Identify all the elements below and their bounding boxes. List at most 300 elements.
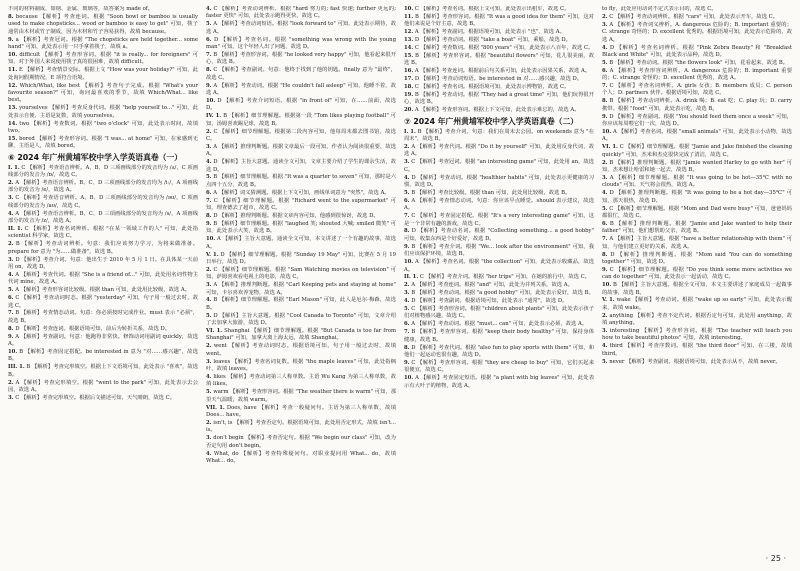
answer-entry [404,244,594,259]
answer-entry [8,52,198,67]
question-number: 9. [602,113,608,120]
answer-text: C 【解析】考查动词时态。根据 "yesterday" 可知，句子用一般过去时，故选 C。 [8,295,198,309]
answer-text: D 【解析】细节理解题。根据 "Sunday 19 May" 可知，比赛在 5 月 19 日举行，故选 D。 [206,251,396,265]
question-number: 10. [404,375,414,382]
question-number: 8. [602,98,608,105]
question-number: 6. [8,295,14,302]
answer-entry [8,121,198,136]
answer-text: C 【解析】考查动词辨析。根据 "cars" 可知，此处表示开车，故选 C。 [609,13,779,20]
answer-text: A 【解析】考查形容词比较级。根据 than 可知，此处用比较级，故选 A。 [15,287,191,294]
answer-text: B 【解析】推理判断题。根据 "Jamie wanted Harley to go with her" 可知，杰米想让哈雷和她一起去，故选 B。 [602,159,792,174]
answer-entry [602,282,792,297]
answer-text: B 【解析】细节理解题。根据 "It was a quarter to seven" 可知，那时是六点四十五分，故选 B。 [206,174,396,188]
page-number: · 25 · [765,554,786,563]
answer-text: difficult 【解析】考查形容词。根据 "it is really... for foreigners" 可知，对于外国人来说使用筷子真的很困难，故填 difficult。 [8,51,198,66]
answer-text: A 【解析】考查副词。根据语境可知，此处表示 "也"，故选 A。 [414,29,565,36]
answer-entry [206,252,396,267]
answer-text: A 【解析】考查代词。根据 "She is a friend of..." 可知，此处用名词性物主代词 mine，故选 A。 [8,271,198,286]
answer-entry [206,435,396,450]
answer-text: interesting 【解析】考查形容词。根据 "The teacher will teach you how to take beautiful photos" 可知，故填 interesting。 [602,328,792,342]
question-number: 10. [206,236,216,243]
answer-entry [8,14,198,36]
question-number: 2. [602,159,608,166]
question-number: IV. 1. [206,113,222,120]
answer-text: B 【解析】考查固定搭配。be interested in 意为 "对……感兴趣"，故选 B。 [8,348,198,363]
answer-text: B 【解析】考查动词。根据 "a good hobby" 可知，此处表示爱好，故选 B。 [411,290,594,297]
answer-entry [8,287,198,294]
question-number: 2. [206,128,212,135]
answer-entry [404,321,594,328]
answer-text: B 【解析】考查动词辨析。A. drink 喝；B. eat 吃；C. play 玩；D. carry 携带。根据 "food" 可知，此处表示吃，故选 B。 [602,98,792,112]
answer-entry [206,21,396,36]
question-number: 11. [8,67,18,74]
answer-entry [206,420,396,435]
answer-entry [404,282,594,289]
question-number: 8. [404,344,410,351]
answer-entry [206,159,396,174]
answer-text: B 【解析】考查动词。根据 "the flowers look" 可知，花看起来，故选 B。 [609,59,789,66]
answer-entry [206,359,396,374]
question-number: 3. [8,256,14,263]
question-number: 5. [602,59,608,66]
question-number: 14. [404,45,414,52]
answer-entry [404,228,594,243]
answer-entry [206,451,396,466]
answer-entry [602,45,792,60]
answer-entry [404,198,594,213]
answer-entry [602,83,792,98]
question-number: 4. [8,271,14,278]
answer-entry [8,349,198,364]
answer-text: don't begin 【解析】考查否定句。根据 "We begin our class" 可知，改为否定句用 don't begin。 [206,435,396,449]
question-number: 13. [8,105,18,112]
question-number: 19. [404,91,414,98]
answer-entry [206,83,396,98]
question-number: 2. [404,144,410,150]
answer-text: leaves 【解析】考查名词复数。根据 "the maple leaves" 可知，此处指枫叶，故填 leaves。 [206,358,396,373]
question-number: 3. [8,394,14,401]
answer-entry [206,389,396,404]
answer-text: B 【解析】考查形容词。根据 "beautiful flowers" 可知，花儿很美丽，故选 B。 [404,52,594,67]
question-number: 6. [404,197,410,204]
answer-entry [8,226,198,241]
answer-entry [404,290,594,297]
answer-text: Does, have 【解析】考查一般疑问句。主语为第三人称单数，故填 Does... have。 [206,404,396,419]
question-number: 2. [404,282,410,289]
question-number: 4. [602,343,608,350]
answer-entry [206,98,396,113]
answer-text: anything 【解析】考查不定代词。根据否定句可知，此处用 anything，故填 anything。 [602,312,792,327]
answer-text: A 【解析】主旨大意题。根据 "have a better relationship with them" 可知，与他们建立更好的关系，故选 A。 [602,236,792,250]
answer-text: A 【解析】考查词义辨析。A. dangerous 危险的；B. important 重要的；C. strange 奇怪的；D. excellent 优秀的。根据语境可知，此处表示危险的，故选 A。 [602,21,792,43]
question-number: V. 1. [206,251,219,258]
answer-text: went 【解析】考查动词时态。根据语境可知，句子用一般过去时，故填 went。 [206,343,396,357]
answer-text: B 【解析】推理判断题。根据 "Jamie and Jake wanted to help their father" 可知，他们想帮助父亲，故选 B。 [602,220,792,235]
answer-text: A 【解析】考查名词。根据 "the collection" 可知，此处表示收藏品，故选 A。 [404,259,594,273]
answer-text: C 【解析】考查完形填空。根据后文描述可知，天气晴朗，故选 C。 [15,394,176,401]
columns [8,6,792,551]
answer-entry [206,374,396,389]
question-number: 15. [404,52,414,59]
question-number: 5. [206,312,212,319]
question-number: 14. [8,120,18,127]
answer-entry [206,190,396,197]
answer-text: C 【解析】细节理解题。根据第二段内容可知，他每周末都去图书馆，故选 C。 [206,128,396,142]
answer-text: A 【解析】考查名词。根据 "small animals" 可知，此处表示小动物，故选 A。 [602,129,792,143]
answer-entry [602,22,792,44]
question-number: 3. [8,195,14,202]
answer-text: C 【解析】考查语音辨析。A、B、D 三项画线部分的发音均为 /ʌ/，C 项画线部分的发音为 /ɒ/，故选 C。 [8,164,198,179]
question-number: 10. [8,348,18,355]
answer-entry [602,114,792,129]
question-number: 8. [206,67,212,74]
answer-text: A 【解析】考查固定短语。根据 "a plant with big leaves" 可知，此处表示有大叶子的植物，故选 A。 [404,375,594,389]
answer-text: C 【解析】考查固定搭配。根据 "It's a very interesting game" 可知，这是一个非常有趣的游戏，故选 C。 [404,213,594,227]
answer-text: to fly，此处应用动词不定式表示目的，故选 C。 [602,6,717,12]
question-number: 3. [206,143,212,150]
question-number: 6. [206,36,212,43]
answer-text: A 【解析】考查副词。句意：他跑得非常快。修饰动词用副词 quickly，故选 A。 [8,333,198,348]
question-number: 5. [206,174,212,181]
answer-entry [206,52,396,67]
answer-text: likes 【解析】考查动词第三人称单数。主语 Wu Kang 为第三人称单数，故填 likes。 [206,374,396,388]
question-number: 4. [206,374,212,380]
question-number: 5. [602,205,608,212]
question-number: 8. [404,228,410,235]
answer-text: B 【解析】考查形容词。根据 "keep their body healthy" 可知，保持身体健康，故选 B。 [404,329,594,343]
answer-entry [404,84,594,91]
answer-text: A 【解析】考查动词。根据 "He couldn't fall asleep" 可知，他睡不着，故选 A。 [206,82,396,96]
answer-text: A 【解析】考查情态动词。句意：你应该早点睡觉。should 表示建议，故选 A。 [404,197,594,212]
question-number: 5. [206,389,212,396]
answer-entry [404,129,594,144]
question-number: 7. [404,329,410,336]
answer-entry [8,326,198,333]
answer-entry [8,364,198,379]
answer-entry [404,76,594,83]
answer-entry [404,29,594,36]
answer-text: A 【解析】细节理解题。根据 "It was going to be hot—35℃ with no clouds" 可知，天气将会很热，故选 A。 [602,174,792,189]
question-number: 15. [8,135,18,142]
answer-entry [8,6,198,13]
question-number: 5. [8,287,14,294]
answer-text: D 【解析】考查副词。根据语境可知，此处表示 "通常"，故选 D。 [411,298,568,305]
answer-entry [602,221,792,236]
answer-text: D 【解析】考查动词。根据 "healthier habits" 可知，此处表示更健康的习惯，故选 D。 [404,174,594,189]
answer-text: never 【解析】考查副词。根据语境可知，此处表示从不，故填 never。 [609,358,781,365]
answer-text: D 【解析】考查动词。根据 "take a boat" 可知，乘船，故选 D。 [414,37,571,44]
answer-entry [8,180,198,195]
answer-entry [206,174,396,189]
answer-entry [602,252,792,267]
question-number: 2. [8,180,14,187]
question-number: 6. [602,67,608,74]
answer-text: B 【解析】考查介词。根据 "We... look after the environment" 可知，我们应该保护环境，故选 B。 [404,243,594,258]
question-number: 4. [404,298,410,305]
answer-entry [206,213,396,220]
answer-text: C 【解析】考查名词。根据语境可知，此处表示博物馆，故选 C。 [414,84,570,91]
question-number: 9. [404,359,410,366]
question-number: 7. [602,236,608,243]
answer-entry [404,53,594,68]
answer-entry [404,213,594,228]
answer-entry [404,14,594,29]
question-number: 5. [404,189,410,196]
answer-entry [206,405,396,420]
column-3 [404,6,594,551]
question-number: 4. [602,44,608,51]
answer-text: C 【解析】考查副词。句意：他终于找到了他的钥匙。finally 意为 "最终"，故选 C。 [206,67,396,81]
question-number: 4. [404,174,410,181]
answer-text: A 【解析】推理判断题。根据 "Carl Keeping pets and staying at home" 可知，卡尔喜欢养宠物，故选 A。 [206,282,396,296]
column-1 [8,6,198,551]
answer-text: D 【解析】考查动名词。根据 "Collecting something... a good hobby" 可知，收集东西是个好爱好，故选 D。 [404,228,594,242]
answer-text: C 【解析】考查形容词。根据 "they are cheap to buy" 可知，它们买起来很便宜，故选 C。 [404,359,594,374]
answer-text: A 【解析】考查动词短语。根据 "look forward to" 可知，此处表示期待，故选 A。 [206,21,396,35]
question-number: 12. [8,82,18,89]
answer-entry [404,144,594,159]
question-number: 8. [602,251,608,258]
question-number: 10. [404,6,414,12]
question-number: 4. [602,190,608,197]
question-number: 4. [8,210,14,217]
answer-text: Which/What, like best 【解析】考查句子完成。根据 "What's your favourite season?" 可知，询问最喜欢的季节，故填 Which/What... like best。 [8,82,198,104]
question-number: 2. [206,419,212,426]
answer-entry [404,107,594,114]
answer-entry [404,259,594,274]
answer-entry [206,313,396,328]
answer-entry [8,395,198,402]
answer-text: wake 【解析】考查动词。根据 "wake up so early" 可知，此处表示醒来，故填 wake。 [602,297,792,311]
question-number: 2. [602,312,608,319]
answer-text: D 【解析】推理判断题。根据文章内容可知，他感到很惊讶，故选 D。 [213,212,379,219]
question-number: VII. 1. [206,404,225,411]
answer-entry [404,45,594,52]
question-number: 10. [206,97,216,104]
column-2 [206,6,396,551]
answer-text: A 【解析】考查动词。根据 "must... can" 可知，此处表示必须，故选 A。 [411,321,588,328]
answer-text: because 【解析】考查连词。根据 "Soon bowl or bamboo is usually used to make chopsticks... wood or bamboo is easy to get" 可知，筷子通常由木材或竹子制成，因为木材和竹子容易获得，故填 because。 [8,13,198,35]
answer-text: C 【解析】考查动词辨析。根据 "hard 努力的; fast 快速; further 更远的; faster 更快" 可知，此处表示跑得更快，故选 C。 [206,6,396,20]
answer-entry [602,160,792,175]
answer-text: D 【解析】考查名词。根据 "something was wrong with the young man" 可知，这个年轻人出了问题，故选 D。 [206,36,396,51]
answer-entry [206,297,396,312]
answer-entry [206,236,396,251]
question-number: I. 1. [404,128,416,135]
answer-entry [602,328,792,343]
answer-text: D 【解析】考查介词。句意：他出生于 2010 年 5 月 1 日。在具体某一天前用 on，故选 D。 [8,256,198,270]
answer-text: A 【解析】考查代词。根据 "Do it by yourself" 可知，此处用反身代词，故选 A。 [404,144,594,158]
answer-text: C 【解析】考查数词。根据 "800 years" 可知，此处表示八百年，故选 C。 [414,45,594,52]
answer-text: B 【解析】考查动词辨析。句意：我们应该努力学习，为将来做准备。prepare for 意为 "为……做准备"，故选 B。 [8,241,198,255]
answer-entry [404,306,594,321]
answer-text: B 【解析】细节理解题。根据 "laughed 笑; shouted 大喊; smiled 微笑" 可知，此处表示大笑，故选 B。 [206,220,396,235]
answer-entry [8,257,198,272]
answer-entry [404,190,594,197]
answer-text: isn't, is 【解析】考查否定句。根据语境可知，此处用否定形式，故填 isn't... is。 [206,419,396,434]
answer-entry [404,274,594,281]
answer-entry [602,144,792,159]
question-number: 6. [206,189,212,196]
answer-text: B 【解析】考查完形填空。根据上下文语境可知，此处表示 "喜欢"，故选 B。 [8,364,198,378]
question-number: 13. [404,37,414,44]
answer-entry [206,198,396,213]
question-number: 17. [404,76,414,83]
answer-entry [404,345,594,360]
answer-entry [206,67,396,82]
answer-entry [404,360,594,375]
question-number: II. 1. [404,274,419,281]
answer-text: Shanghai 【解析】细节理解题。根据 "But Canada is too far from Shanghai" 可知，加拿大离上海太远，故填 Shanghai。 [206,328,396,342]
answer-text: A 【解析】考查连词。根据前后句关系可知，此处表示因果关系，故选 A。 [414,68,591,75]
answer-text: A 【解析】推理判断题。根据文章最后一段可知，作者认为阅读很重要，故选 A。 [206,143,396,158]
question-number: 4. [206,6,212,12]
question-number: 10. [602,129,612,135]
answer-entry [404,375,594,390]
answer-entry [206,328,396,343]
question-number: 9. [8,333,14,340]
answer-text: C 【解析】考查名词辨析。根据 "在某一领域工作的人" 可知，此处指 scientist 科学家，故选 C。 [8,225,198,240]
question-number: 2. [602,13,608,20]
question-number: 2. [206,343,212,350]
answer-text: B 【解析】考查情态动词。句意：你必须按时完成作业。must 表示 "必须"，故选 B。 [8,310,198,324]
answer-entry [602,14,792,21]
answer-entry [602,313,792,328]
answer-text: A 【解析】考查形容词。根据上下文可知，此处表示难忘的，故选 A。 [414,107,580,114]
answer-entry [602,359,792,366]
column-4 [602,6,792,551]
answer-text: A 【解析】考查语音辨析。B、C、D 三项画线部分的发音均为 /iː/，A 项画线部分的发音为 /e/，故选 A。 [8,180,198,194]
answer-text: A 【解析】考查语音辨析。B、C、D 三项画线部分的发音均为 /s/，A 项画线部分的发音为 /z/，故选 A。 [8,210,198,225]
answer-entry [8,195,198,210]
question-number: 16. [404,68,414,75]
answer-entry [8,105,198,120]
question-number: 3. [602,328,608,335]
answer-entry [404,92,594,107]
answer-text: B 【解析】考查比较级。根据 than 可知，此处用比较级，故选 B。 [411,189,571,196]
answer-text: What, do 【解析】考查特殊疑问句。对职业提问用 What... do，故填 What... do。 [206,450,396,464]
question-number: 4. [206,159,212,166]
question-number: 9. [404,243,410,250]
question-number: 3. [206,358,212,365]
answer-text: D 【解析】考查副词。根据 "You should feed them once a week" 可知，你应该每周喂它们一次，故选 D。 [602,113,792,128]
answer-text: B 【解析】细节理解题。根据第一段 "Tom likes playing football" 可知，汤姆喜欢踢足球，故选 B。 [206,113,396,127]
answer-text: B 【解析】细节理解题。根据 "Earl Mason" 可知，此人是厄尔·梅森，故选 B。 [206,297,396,311]
question-number: II. 1. [8,225,23,232]
question-number: 2. [206,266,212,273]
question-number: 12. [404,29,414,36]
question-number: VI. 1. [206,328,223,335]
question-number: 20. [404,107,414,114]
answer-text: C 【解析】细节理解题。根据 "Richard went to the supermarket" 可知，理查德去了超市，故选 C。 [206,197,396,212]
answer-text: D 【解析】推理判断题。根据 "Mom said 'You can do something together'" 可知，故选 D。 [602,251,792,265]
answer-text: A 【解析】主旨大意题。通读全文可知，本文讲述了一个有趣的故事，故选 A。 [206,236,396,250]
answer-entry [602,60,792,67]
answer-entry [404,68,594,75]
question-number: 7. [404,213,410,220]
question-number: 6. [404,321,410,328]
answer-text: two 【解析】考查数词。根据 "two o'clock" 可知，此处表示时间，故填 two。 [8,120,198,134]
answer-text: B 【解析】考查形容词。根据 "It was a good idea for them" 可知，这对他们来说是个好主意，故选 B。 [404,13,594,28]
answer-text: A 【解析】词义猜测题。根据上下文可知，画线单词意为 "突然"，故选 A。 [213,189,390,196]
question-number: 3. [206,282,212,289]
question-number: 11. [404,13,414,20]
answer-entry [404,329,594,344]
question-number: 8. [206,212,212,219]
answer-entry [206,113,396,128]
question-number: 3. [404,159,410,166]
question-number: 9. [206,82,212,89]
answer-entry [602,297,792,312]
answer-entry [602,129,792,144]
answer-text: E 【解析】考查情景交际。根据上文 "How was your holiday?" 可知，此处询问假期情况，E 项符合语境。 [8,67,198,81]
answer-text: A 【解析】考查形容词辨析。A. dangerous 危险的；B. important 重要的；C. strange 奇怪的；D. excellent 优秀的，故选 A。 [602,67,792,82]
answer-entry [404,298,594,305]
answer-text: D 【解析】考查连词。根据语境可知，前后为转折关系，故选 D。 [15,325,171,332]
answer-text: C 【解析】考查名词辨析。A. girls 女孩；B. members 成员；C. person 个人；D. partners 伙伴。根据语境可知，故选 C。 [602,83,792,97]
answer-text: a 【解析】考查冠词。根据 "The chopsticks are held together... some hand" 可知，此处表示用一只手拿着筷子，故填 a。 [8,36,198,51]
answer-text: D 【解析】推理判断题。根据 "It was going to be a hot day—35℃" 可知，那天很热，故选 D。 [602,190,792,204]
question-number: 3. [602,21,608,28]
answer-entry [8,136,198,151]
answer-entry [8,211,198,226]
answer-text: B 【解析】考查形容词。根据 "he looked very happy" 可知，他看起来很开心，故选 B。 [206,51,396,66]
question-number: 18. [404,84,414,91]
section-title: ⑦ 2024 年广州黄埔军校中学入学英语真卷（二） [404,116,579,126]
question-number: 7. [602,83,608,90]
question-number: 3. [404,290,410,297]
question-number: V. 1. [602,297,615,304]
answer-entry [206,282,396,297]
question-number: 5. [404,306,410,313]
answer-entry [206,343,396,358]
answer-entry [206,37,396,52]
question-number: 4. [206,450,212,457]
answer-text: third 【解析】考查序数词。根据 "the third floor" 可知，在三楼，故填 third。 [602,343,792,357]
section-title: ⑥ 2024 年广州黄埔军校中学入学英语真卷（一） [8,152,183,162]
answer-entry [206,6,396,21]
question-number: I. 1. [8,164,20,171]
answer-entry [8,165,198,180]
answer-text: C 【解析】细节理解题。根据 "Jamie and Jake finished the cleaning quickly" 可知，杰米和杰克很快完成了清洁，故选 C。 [602,144,792,158]
answer-entry [602,236,792,251]
question-number: 10. [8,51,18,58]
answer-entry [602,175,792,190]
answer-text: D 【解析】考查代词。根据 "also fun to play sports with them" 可知，和他们一起运动也很有趣，故选 D。 [404,344,594,358]
answer-entry [206,267,396,282]
question-number: 7. [206,197,212,204]
answer-text: C 【解析】考查形容词。根据 "children about plants" 可知，此处表示孩子们对植物感兴趣，故选 C。 [404,306,594,320]
question-number: 4. [206,297,212,304]
answer-text: yourselves 【解析】考查反身代词。根据 "help yourself to..." 可知，此处表示自便，主语是复数，故填 yourselves。 [8,105,198,119]
answer-entry [206,129,396,144]
answer-text: 不同的材料制成，如钢、金属、玻璃等，故答案为 made of。 [8,6,154,12]
answer-entry [602,267,792,282]
question-number: 5. [602,358,608,365]
answer-text: B 【解析】考查动词。根据 "They had a great time" 可知，他们玩得很开心，故选 B。 [404,91,594,106]
answer-entry [602,190,792,205]
answer-text: D 【解析】考查介词短语。根据 "in front of" 可知，在……前面，故选 D。 [206,97,396,112]
question-number: 9. [8,36,14,43]
question-number: 9. [206,220,212,227]
answer-text: D 【解析】主旨大意题。根据 "Cool Canada to Toronto" 可知，文章介绍了去加拿大旅游，故选 D。 [206,312,396,327]
question-number: 8. [8,13,14,20]
question-number: VI. 1. [602,144,618,151]
answer-text: D 【解析】考查动词短语。be interested in 对……感兴趣，故选 D。 [414,76,583,83]
answer-entry [602,206,792,221]
question-number: 5. [206,21,212,28]
answer-entry [602,6,792,13]
